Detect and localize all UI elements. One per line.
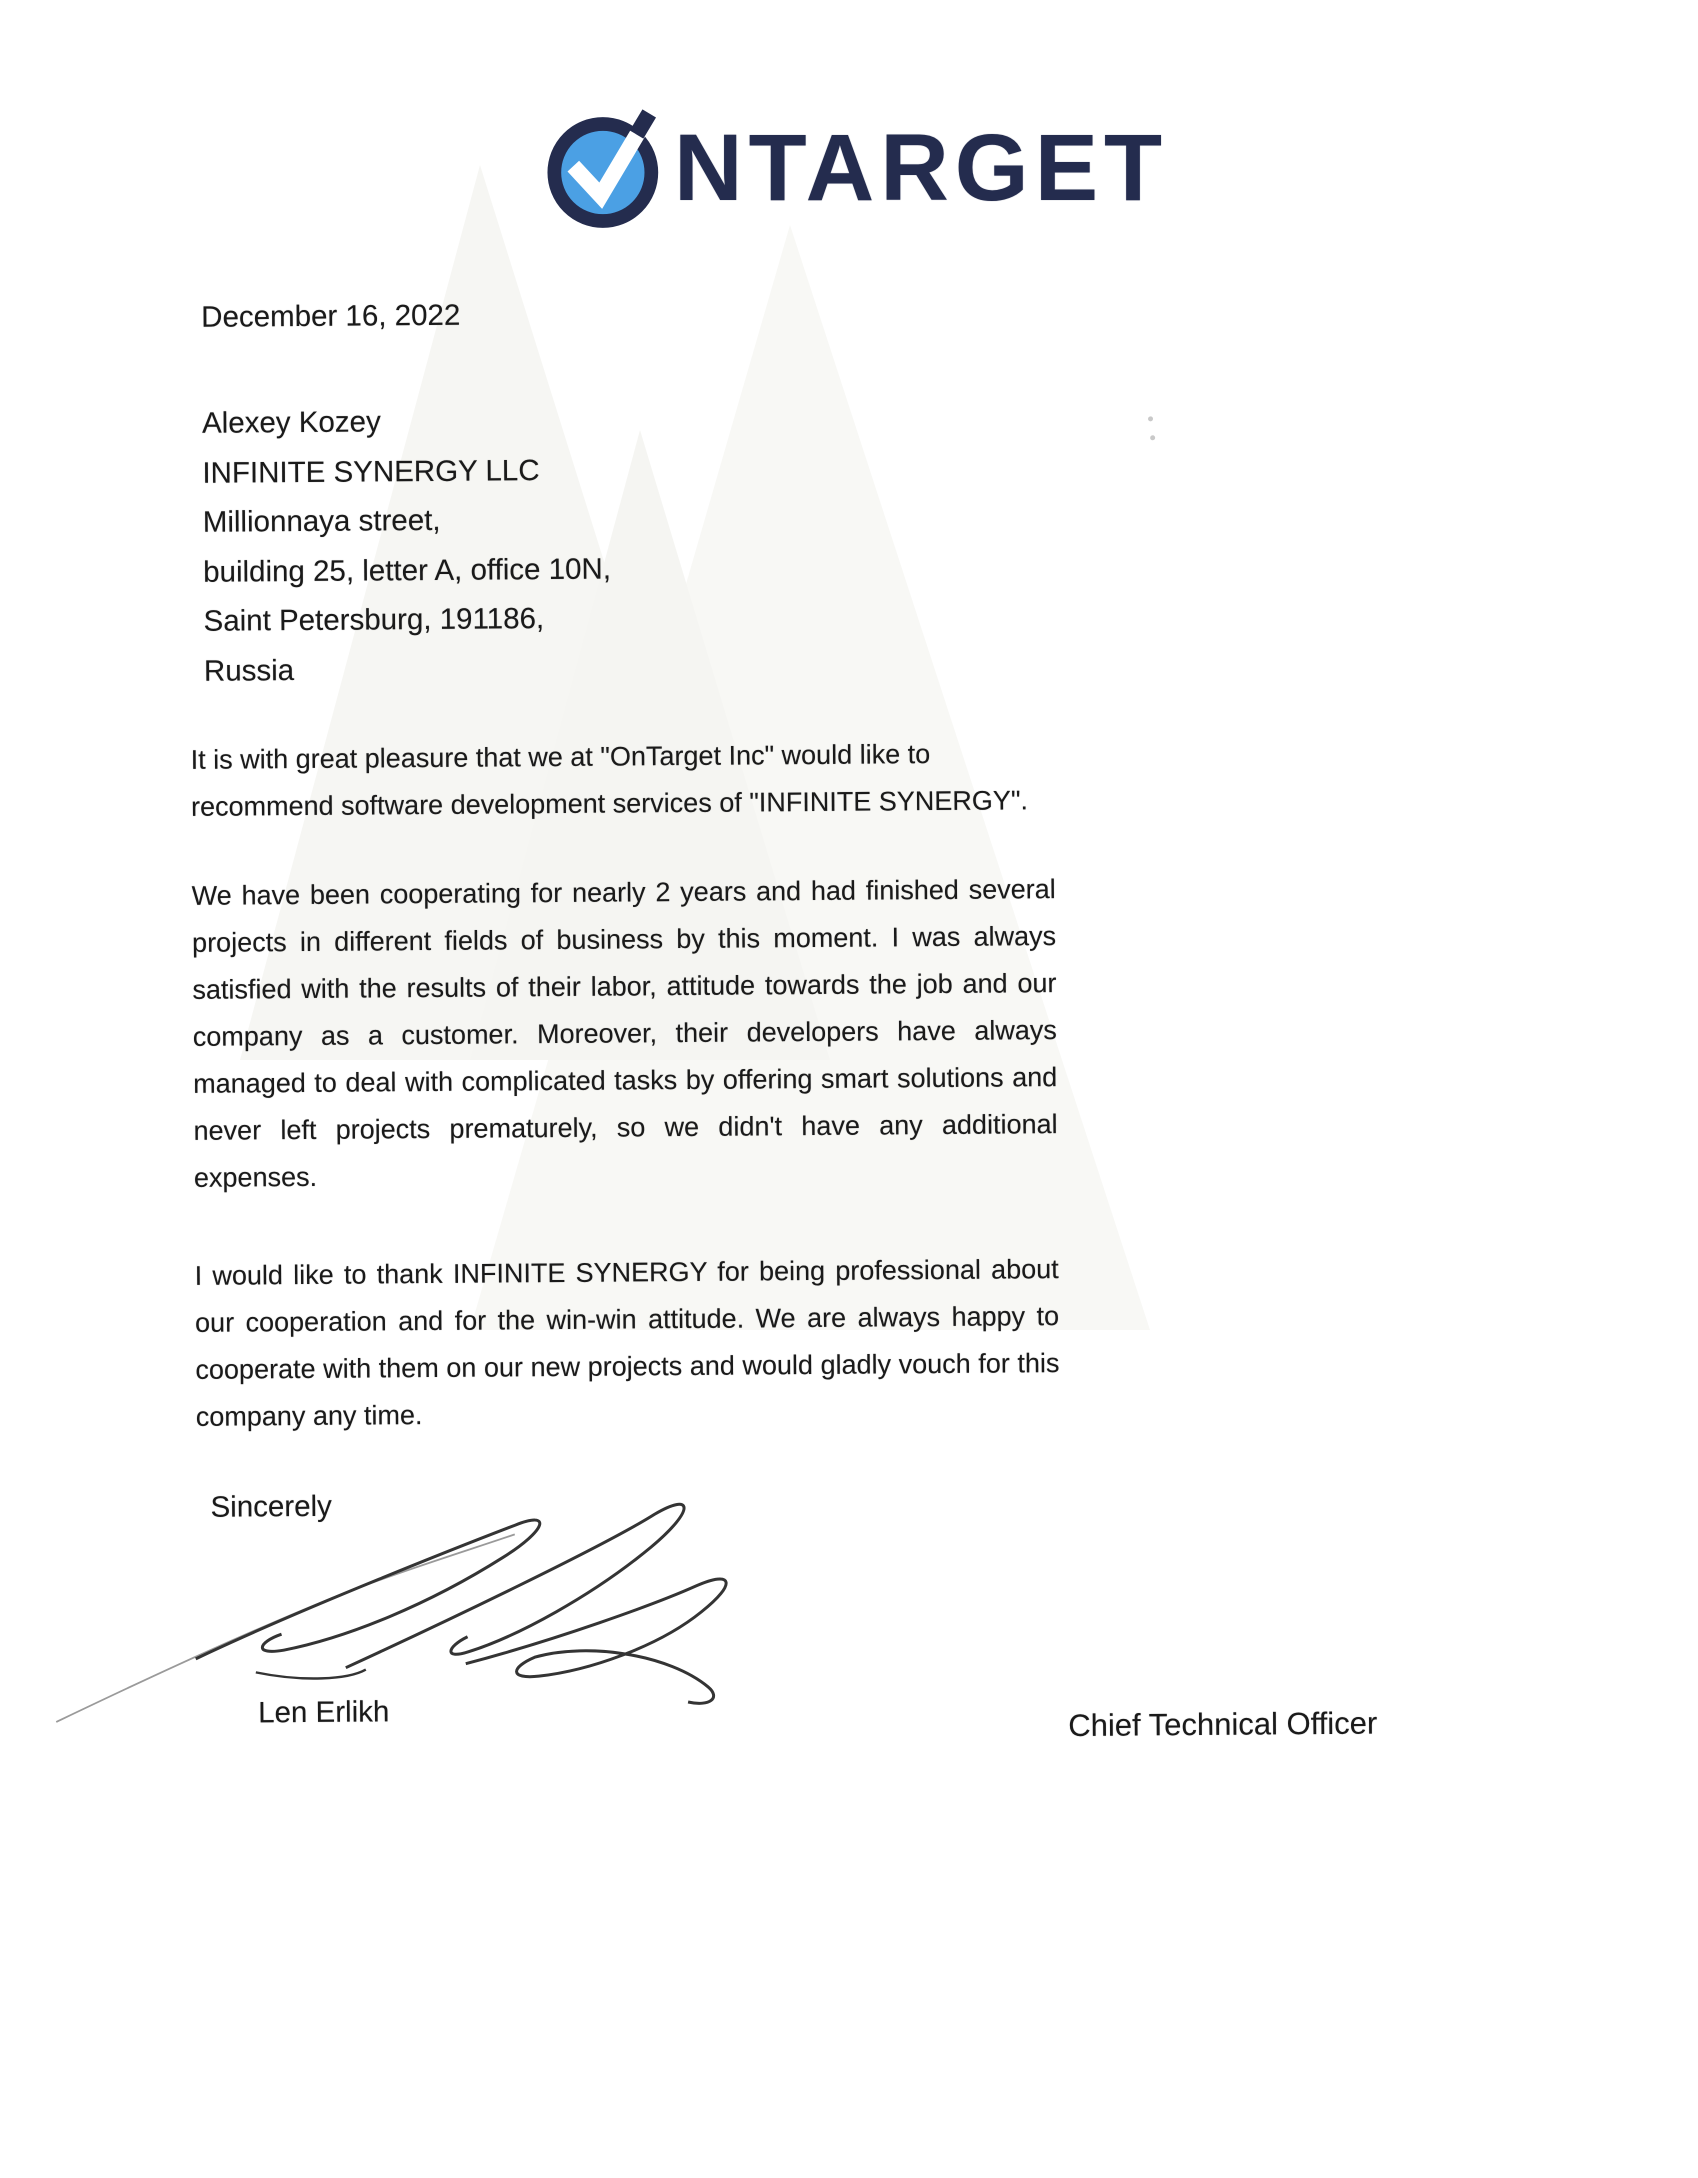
recipient-address bbox=[202, 396, 612, 696]
paragraph-cooperation: We have been cooperating for nearly 2 years and had finished several projects in different fields of business by this moment. I was always satisfied with the results of their labor, attitude towards the job and our company as a customer. Moreover, their developers have always managed to deal with complicated tasks by offering smart solutions and never left projects prematurely, so we didn't have any additional expenses. bbox=[191, 874, 1058, 1193]
recipient-city: Saint Petersburg, 191186, bbox=[203, 602, 545, 638]
recipient-name: Alexey Kozey bbox=[201, 405, 381, 440]
letter-date: December 16, 2022 bbox=[201, 298, 461, 334]
closing-salutation: Sincerely bbox=[210, 1489, 332, 1524]
signatory-title: Chief Technical Officer bbox=[1068, 1705, 1378, 1744]
recipient-country: Russia bbox=[203, 653, 295, 688]
paragraph-thanks: I would like to thank INFINITE SYNERGY for being professional about our cooperation and for the win-win attitude. We are always happy to cooperate with them on our new projects and would gladly vouch for this company any time. bbox=[194, 1254, 1060, 1432]
ontarget-logo-text: NTARGET bbox=[674, 115, 1169, 221]
signatory-name: Len Erlikh bbox=[258, 1695, 390, 1730]
scan-artifact-dots bbox=[1148, 416, 1153, 442]
recipient-building: building 25, letter A, office 10N, bbox=[203, 552, 612, 589]
handwritten-signature bbox=[46, 1483, 748, 1728]
recipient-company: INFINITE SYNERGY LLC bbox=[202, 453, 540, 490]
recipient-street: Millionnaya street, bbox=[202, 503, 441, 539]
paragraph-introduction: It is with great pleasure that we at "OnTarget Inc" would like to recommend software development services of "INFINITE SYNERGY". bbox=[190, 739, 1029, 822]
